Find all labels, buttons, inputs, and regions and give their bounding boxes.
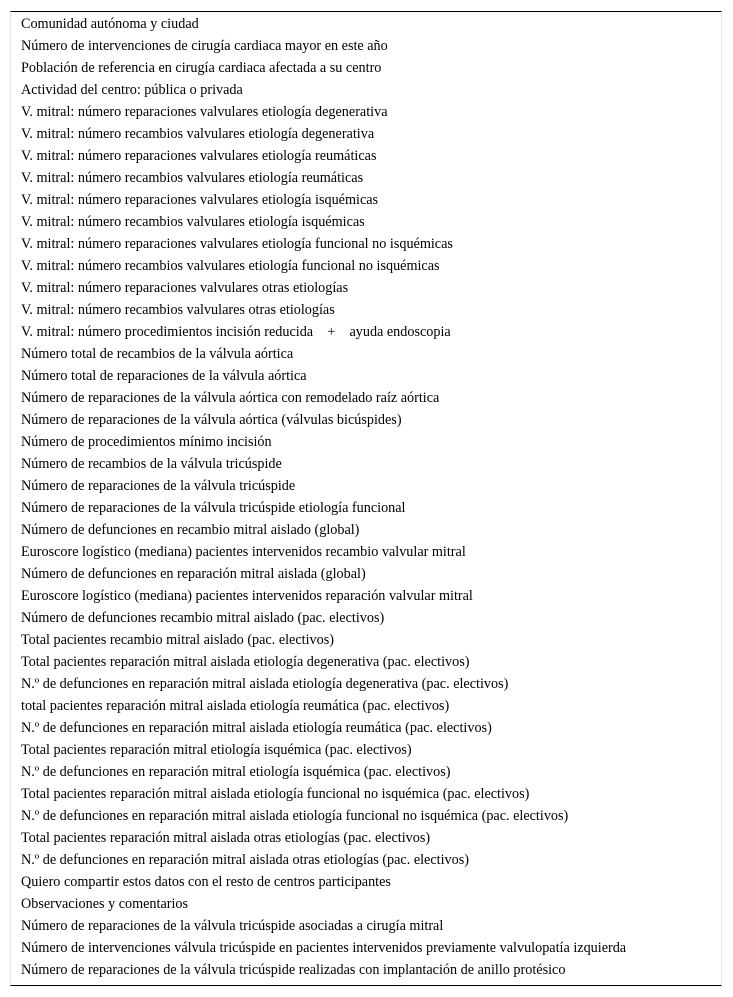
table-row: Euroscore logístico (mediana) pacientes intervenidos recambio valvular mitral bbox=[21, 544, 466, 560]
table-row: Quiero compartir estos datos con el resto de centros participantes bbox=[21, 874, 391, 890]
table-row: N.º de defunciones en reparación mitral aislada etiología funcional no isquémica (pac. electivos) bbox=[21, 808, 569, 824]
table-row: Actividad del centro: pública o privada bbox=[21, 82, 243, 98]
table-row: Total pacientes reparación mitral aislada otras etiologías (pac. electivos) bbox=[21, 830, 431, 846]
table-row: Observaciones y comentarios bbox=[21, 896, 189, 912]
table-row: V. mitral: número recambios valvulares etiología degenerativa bbox=[21, 126, 375, 142]
table-row: Número de reparaciones de la válvula aórtica (válvulas bicúspides) bbox=[21, 412, 402, 428]
data-fields-table bbox=[10, 11, 722, 986]
table-row: Euroscore logístico (mediana) pacientes intervenidos reparación valvular mitral bbox=[21, 588, 473, 604]
table-row: V. mitral: número procedimientos incisión reducida + ayuda endoscopia bbox=[21, 324, 451, 340]
table-row: V. mitral: número recambios valvulares etiología funcional no isquémicas bbox=[21, 258, 440, 274]
table-row: V. mitral: número reparaciones valvulares otras etiologías bbox=[21, 280, 349, 296]
table-row: N.º de defunciones en reparación mitral aislada otras etiologías (pac. electivos) bbox=[21, 852, 469, 868]
table-row: V. mitral: número reparaciones valvulares etiología reumáticas bbox=[21, 148, 377, 164]
table-row: V. mitral: número reparaciones valvulares etiología degenerativa bbox=[21, 104, 388, 120]
table-row: V. mitral: número reparaciones valvulares etiología isquémicas bbox=[21, 192, 379, 208]
table-row: Total pacientes reparación mitral etiología isquémica (pac. electivos) bbox=[21, 742, 412, 758]
table-row: Total pacientes recambio mitral aislado (pac. electivos) bbox=[21, 632, 334, 648]
table-row: Número total de recambios de la válvula aórtica bbox=[21, 346, 294, 362]
table-row: Total pacientes reparación mitral aislada etiología funcional no isquémica (pac. electivos) bbox=[21, 786, 530, 802]
table-row: N.º de defunciones en reparación mitral aislada etiología degenerativa (pac. electivos) bbox=[21, 676, 509, 692]
table-row: Número de intervenciones de cirugía cardiaca mayor en este año bbox=[21, 38, 388, 54]
table-row: Número total de reparaciones de la válvula aórtica bbox=[21, 368, 307, 384]
table-row: Número de defunciones en recambio mitral aislado (global) bbox=[21, 522, 360, 538]
table-row: Número de defunciones recambio mitral aislado (pac. electivos) bbox=[21, 610, 385, 626]
table-row: Comunidad autónoma y ciudad bbox=[21, 16, 199, 32]
table-row: Número de reparaciones de la válvula tricúspide realizadas con implantación de anillo protésico bbox=[21, 962, 566, 978]
table-row: Número de reparaciones de la válvula aórtica con remodelado raíz aórtica bbox=[21, 390, 440, 406]
table-row: Número de reparaciones de la válvula tricúspide etiología funcional bbox=[21, 500, 406, 516]
table-row: Total pacientes reparación mitral aislada etiología degenerativa (pac. electivos) bbox=[21, 654, 470, 670]
table-row: V. mitral: número recambios valvulares etiología isquémicas bbox=[21, 214, 365, 230]
table-row: Número de reparaciones de la válvula tricúspide bbox=[21, 478, 296, 494]
table-row: Número de intervenciones válvula tricúspide en pacientes intervenidos previamente valvulopatía izquierda bbox=[21, 940, 627, 956]
table-row: V. mitral: número recambios valvulares otras etiologías bbox=[21, 302, 335, 318]
table-row: V. mitral: número reparaciones valvulares etiología funcional no isquémicas bbox=[21, 236, 453, 252]
table-row: Número de procedimientos mínimo incisión bbox=[21, 434, 272, 450]
table-row: V. mitral: número recambios valvulares etiología reumáticas bbox=[21, 170, 364, 186]
table-row: Número de defunciones en reparación mitral aislada (global) bbox=[21, 566, 366, 582]
table-row: total pacientes reparación mitral aislada etiología reumática (pac. electivos) bbox=[21, 698, 450, 714]
table-row: Número de recambios de la válvula tricúspide bbox=[21, 456, 282, 472]
table-row: Número de reparaciones de la válvula tricúspide asociadas a cirugía mitral bbox=[21, 918, 444, 934]
table-rows bbox=[21, 13, 721, 981]
table-row: N.º de defunciones en reparación mitral aislada etiología reumática (pac. electivos) bbox=[21, 720, 492, 736]
table-row: N.º de defunciones en reparación mitral etiología isquémica (pac. electivos) bbox=[21, 764, 451, 780]
table-row: Población de referencia en cirugía cardiaca afectada a su centro bbox=[21, 60, 382, 76]
